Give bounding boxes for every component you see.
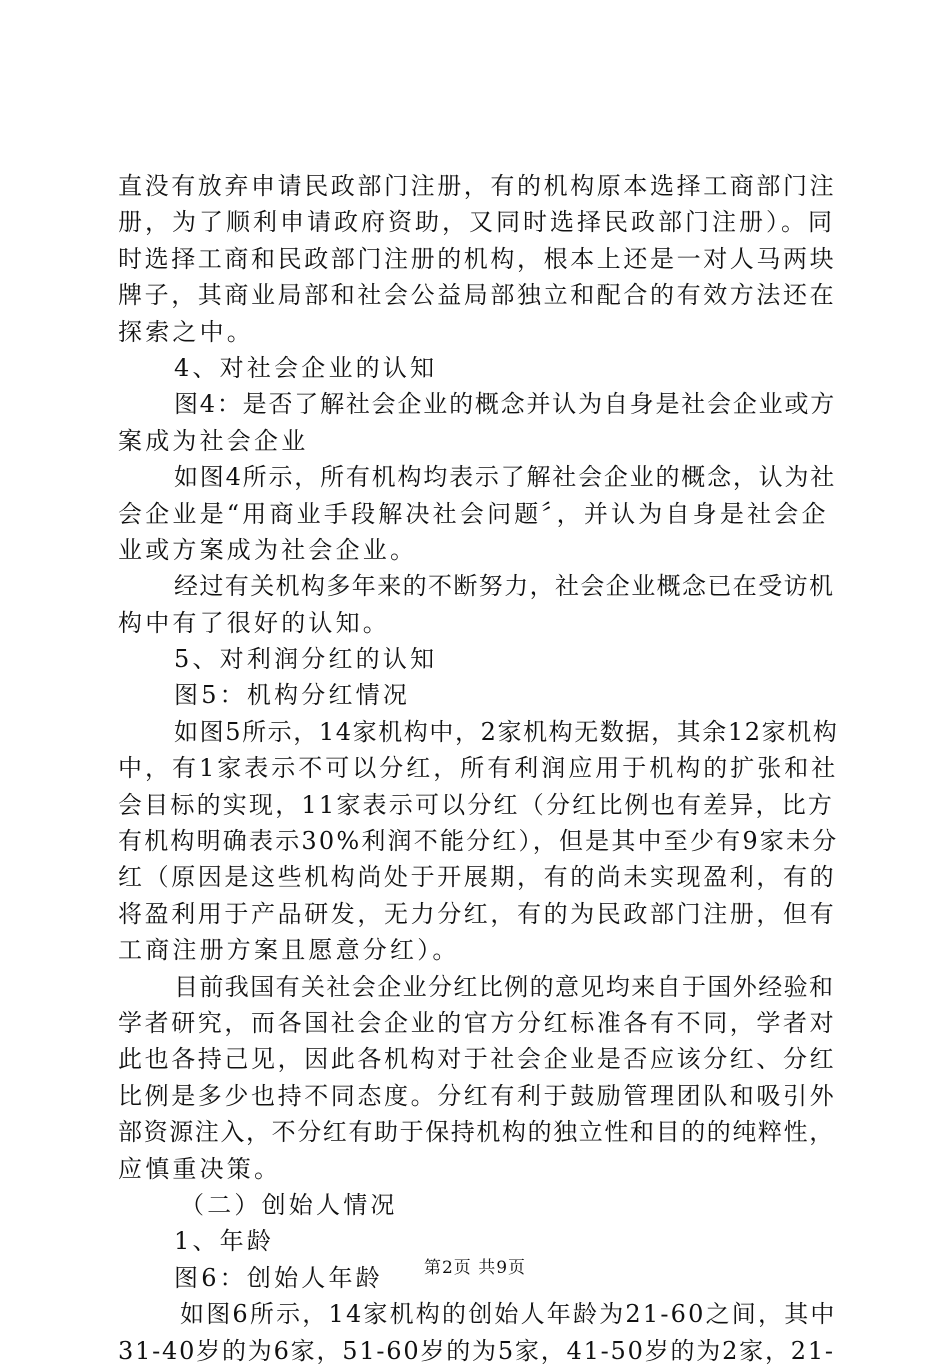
page-footer: 第2页 共9页 bbox=[423, 1258, 527, 1278]
text-line: 如图4所示，所有机构均表示了解社会企业的概念，认为社 bbox=[174, 463, 837, 492]
text-line: 工商注册方案且愿意分红）。 bbox=[118, 936, 460, 965]
text-line: 经过有关机构多年来的不断努力，社会企业概念已在受访机 bbox=[174, 572, 835, 601]
text-line: 学者研究，而各国社会企业的官方分红标准各有不同，学者对 bbox=[118, 1008, 837, 1037]
text-line: 如图6所示，14家机构的创始人年龄为21-60之间，其中 bbox=[180, 1300, 837, 1329]
text-line: 此也各持己见，因此各机构对于社会企业是否应该分红、分红 bbox=[118, 1045, 837, 1074]
section-heading: （二）创始人情况 bbox=[180, 1190, 398, 1219]
text-line: 中，有1家表示不可以分红，所有利润应用于机构的扩张和社 bbox=[118, 754, 839, 783]
text-line: 应慎重决策。 bbox=[118, 1154, 282, 1183]
text-line: 比例是多少也持不同态度。分红有利于鼓励管理团队和吸引外 bbox=[118, 1081, 837, 1110]
section-heading: 1、年龄 bbox=[174, 1227, 275, 1256]
text-line: 目前我国有关社会企业分红比例的意见均来自于国外经验和 bbox=[174, 972, 835, 1001]
figure-caption-continued: 案成为社会企业 bbox=[118, 426, 309, 455]
text-line: 册，为了顺利申请政府资助，又同时选择民政部门注册）。同 bbox=[118, 208, 835, 237]
section-heading: 4、对社会企业的认知 bbox=[174, 353, 438, 382]
text-line: 牌子，其商业局部和社会公益局部独立和配合的有效方法还在 bbox=[118, 281, 837, 310]
document-body bbox=[118, 168, 838, 1369]
text-line: 直没有放弃申请民政部门注册，有的机构原本选择工商部门注 bbox=[118, 172, 837, 200]
text-line: 时选择工商和民政部门注册的机构，根本上还是一对人马两块 bbox=[118, 244, 837, 273]
figure-caption: 图6：创始人年龄 bbox=[174, 1263, 383, 1292]
text-line: 业或方案成为社会企业。 bbox=[118, 535, 418, 564]
text-line: 部资源注入，不分红有助于保持机构的独立性和目的的纯粹性， bbox=[118, 1118, 835, 1147]
text-line: 会目标的实现，11家表示可以分红（分红比例也有差异，比方 bbox=[118, 790, 835, 819]
figure-caption: 图4：是否了解社会企业的概念并认为自身是社会企业或方 bbox=[174, 390, 837, 419]
text-line: 将盈利用于产品研发，无力分红，有的为民政部门注册，但有 bbox=[118, 899, 837, 928]
text-line: 构中有了很好的认知。 bbox=[118, 608, 390, 637]
text-line: 探索之中。 bbox=[118, 317, 254, 346]
text-line: 红（原因是这些机构尚处于开展期，有的尚未实现盈利，有的 bbox=[118, 863, 837, 892]
text-line: 31-40岁的为6家，51-60岁的为5家，41-50岁的为2家，21- bbox=[118, 1336, 835, 1365]
text-line: 如图5所示，14家机构中，2家机构无数据，其余12家机构 bbox=[174, 717, 839, 746]
figure-caption: 图5：机构分红情况 bbox=[174, 681, 411, 710]
text-line: 会企业是“用商业手段解决社会问题〞，并认为自身是社会企 bbox=[118, 499, 829, 528]
text-line: 有机构明确表示30%利润不能分红），但是其中至少有9家未分 bbox=[118, 827, 839, 856]
section-heading: 5、对利润分红的认知 bbox=[174, 645, 438, 674]
